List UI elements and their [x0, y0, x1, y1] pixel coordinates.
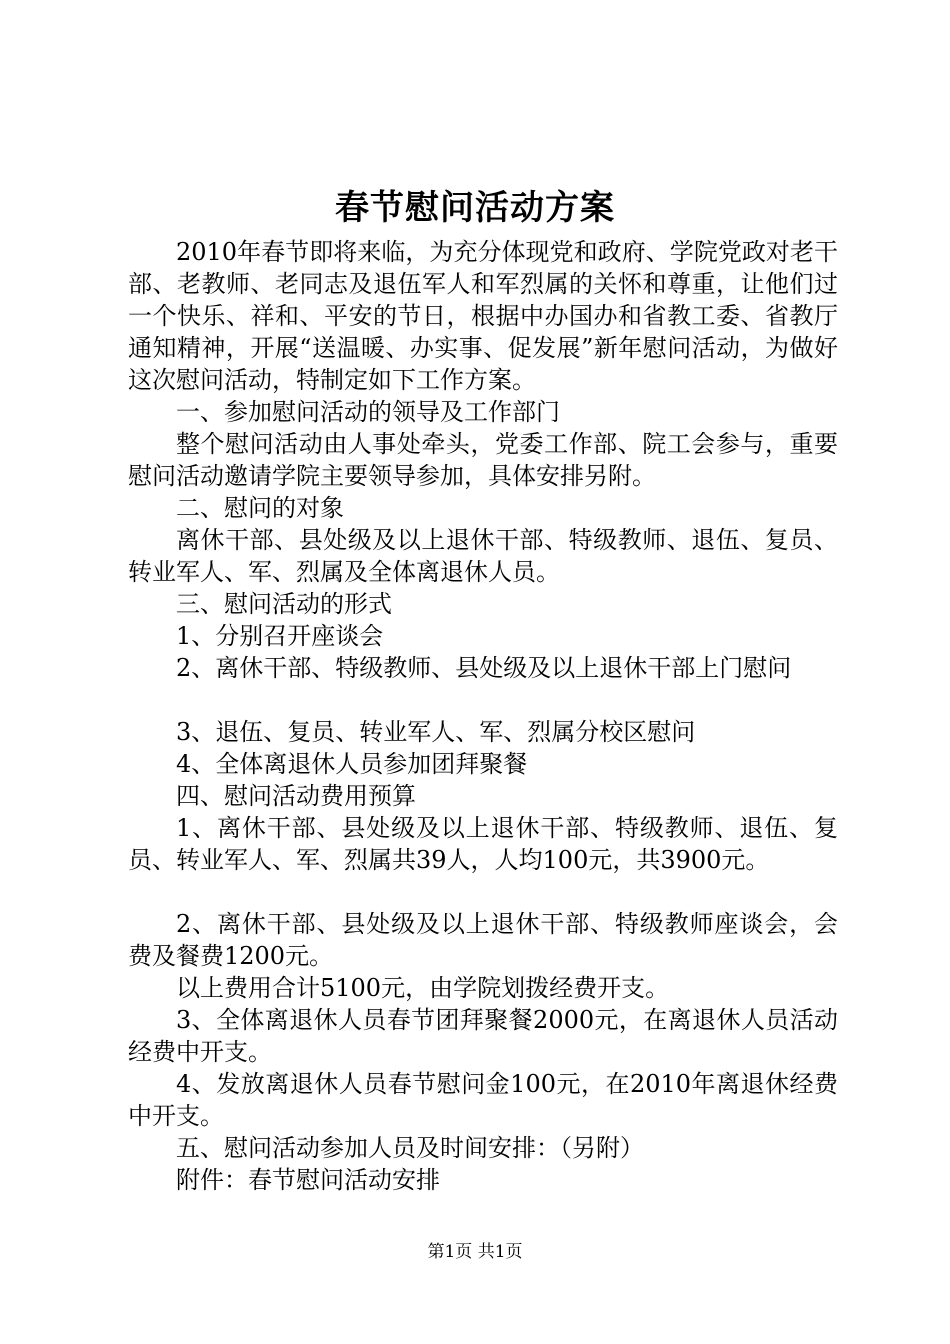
form-item-1: 1、分别召开座谈会 [176, 622, 384, 650]
paragraph-leaders: 整个慰问活动由人事处牵头，党委工作部、院工会参与，重要慰问活动邀请学院主要领导参加，具体安排另附。 [128, 430, 838, 490]
section-heading-schedule: 五、慰问活动参加人员及时间安排：（另附） [176, 1134, 644, 1162]
form-item-4: 4、全体离退休人员参加团拜聚餐 [176, 750, 528, 778]
paragraph-targets: 离休干部、县处级及以上退休干部、特级教师、退伍、复员、转业军人、军、烈属及全体离退休人员。 [128, 526, 838, 586]
budget-total: 以上费用合计5100元，由学院划拨经费开支。 [176, 974, 670, 1002]
budget-item-4: 4、发放离退休人员春节慰问金100元，在2010年离退休经费中开支。 [128, 1070, 838, 1130]
intro-paragraph: 2010年春节即将来临，为充分体现党和政府、学院党政对老干部、老教师、老同志及退伍军人和军烈属的关怀和尊重，让他们过一个快乐、祥和、平安的节日，根据中办国办和省教工委、省教厅通知精神，开展“送温暖、办实事、促发展”新年慰问活动，为做好这次慰问活动，特制定如下工作方案。 [128, 238, 838, 394]
budget-item-1: 1、离休干部、县处级及以上退休干部、特级教师、退伍、复员、转业军人、军、烈属共39人，人均100元，共3900元。 [128, 814, 838, 874]
attachment-line: 附件：春节慰问活动安排 [176, 1166, 440, 1194]
section-heading-forms: 三、慰问活动的形式 [176, 590, 392, 618]
section-heading-leaders: 一、参加慰问活动的领导及工作部门 [176, 398, 560, 426]
document-body [128, 236, 838, 1196]
section-heading-budget: 四、慰问活动费用预算 [176, 782, 416, 810]
blank-line [128, 876, 838, 908]
document-title: 春节慰问活动方案 [335, 188, 615, 228]
form-item-3: 3、退伍、复员、转业军人、军、烈属分校区慰问 [176, 718, 696, 746]
section-heading-targets: 二、慰问的对象 [176, 494, 344, 522]
form-item-2: 2、离休干部、特级教师、县处级及以上退休干部上门慰问 [176, 654, 792, 682]
blank-line [128, 684, 838, 716]
budget-item-3: 3、全体离退休人员春节团拜聚餐2000元，在离退休人员活动经费中开支。 [128, 1006, 838, 1066]
page-number-footer: 第1页 共1页 [427, 1242, 523, 1262]
budget-item-2: 2、离休干部、县处级及以上退休干部、特级教师座谈会，会费及餐费1200元。 [128, 910, 838, 970]
